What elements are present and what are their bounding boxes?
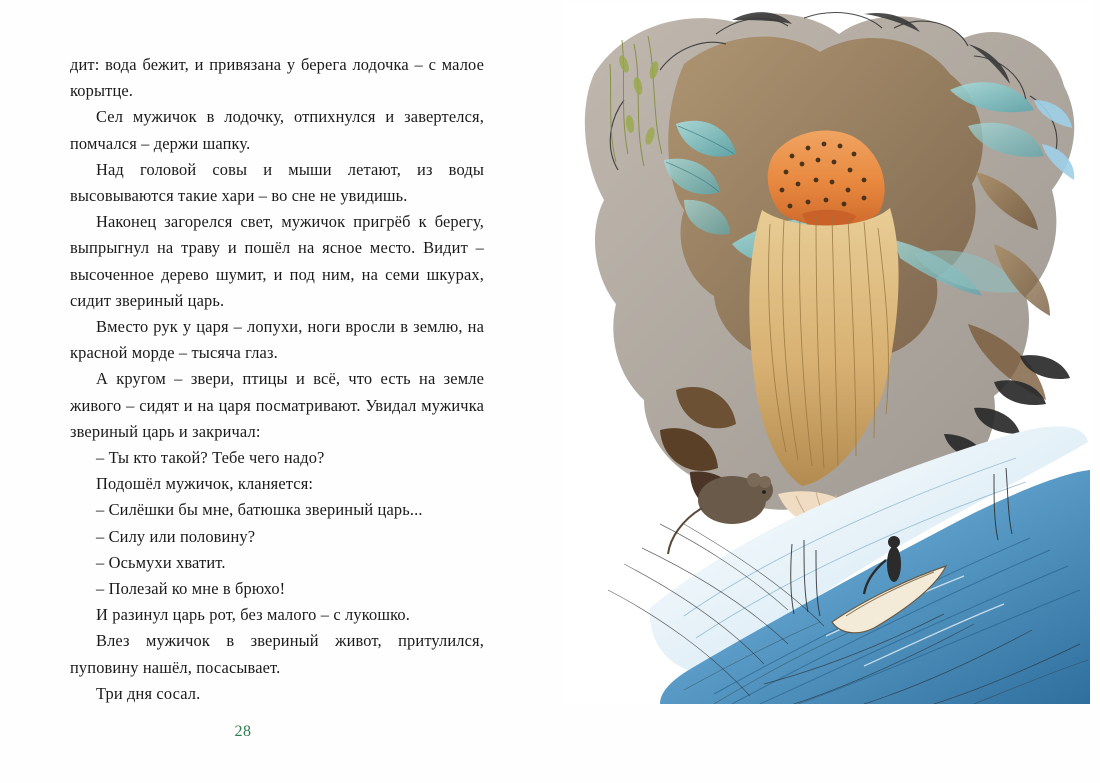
paragraph: – Полезай ко мне в брюхо! <box>96 579 286 599</box>
paragraph: – Ты кто такой? Тебе чего надо? <box>96 448 325 468</box>
paragraph: Три дня сосал. <box>96 683 201 703</box>
beast-king-illustration <box>564 4 1092 704</box>
page-number-value: 28 <box>234 723 252 740</box>
page-number <box>0 723 550 741</box>
paragraph: Наконец загорелся свет, мужичок пригрёб к берегу, выпрыгнул на траву и пошёл на ясное место. Видит – высоченное дерево шумит, и под ним, на семи шкурах, сидит звериный царь. <box>70 212 484 310</box>
paragraph: Подошёл мужичок, кланяется: <box>96 474 314 494</box>
paragraph: Над головой совы и мыши летают, из воды высовываются такие хари – во сне не увидишь. <box>70 159 484 206</box>
paragraph: дит: вода бежит, и привязана у берега лодочка – с малое корытце. <box>70 55 484 101</box>
illustration-canvas <box>564 4 1092 704</box>
paragraph: – Осьмухи хватит. <box>96 552 226 572</box>
illustration-page <box>550 0 1100 783</box>
paragraph: – Силу или половину? <box>96 526 256 546</box>
paragraph: Сел мужичок в лодочку, отпихнулся и завертелся, помчался – держи шапку. <box>70 107 484 153</box>
paragraph: И разинул царь рот, без малого – с лукошко. <box>96 605 410 625</box>
paragraph: Влез мужичок в звериный живот, притулился, пуповину нашёл, посасывает. <box>70 631 484 677</box>
story-body <box>70 52 484 707</box>
paragraph: А кругом – звери, птицы и всё, что есть на земле живого – сидят и на царя посматривают. Увидал мужичка звериный царь и закричал: <box>70 369 484 441</box>
paragraph: Вместо рук у царя – лопухи, ноги вросли в землю, на красной морде – тысяча глаз. <box>70 317 484 363</box>
paragraph: – Силёшки бы мне, батюшка звериный царь... <box>96 500 423 520</box>
